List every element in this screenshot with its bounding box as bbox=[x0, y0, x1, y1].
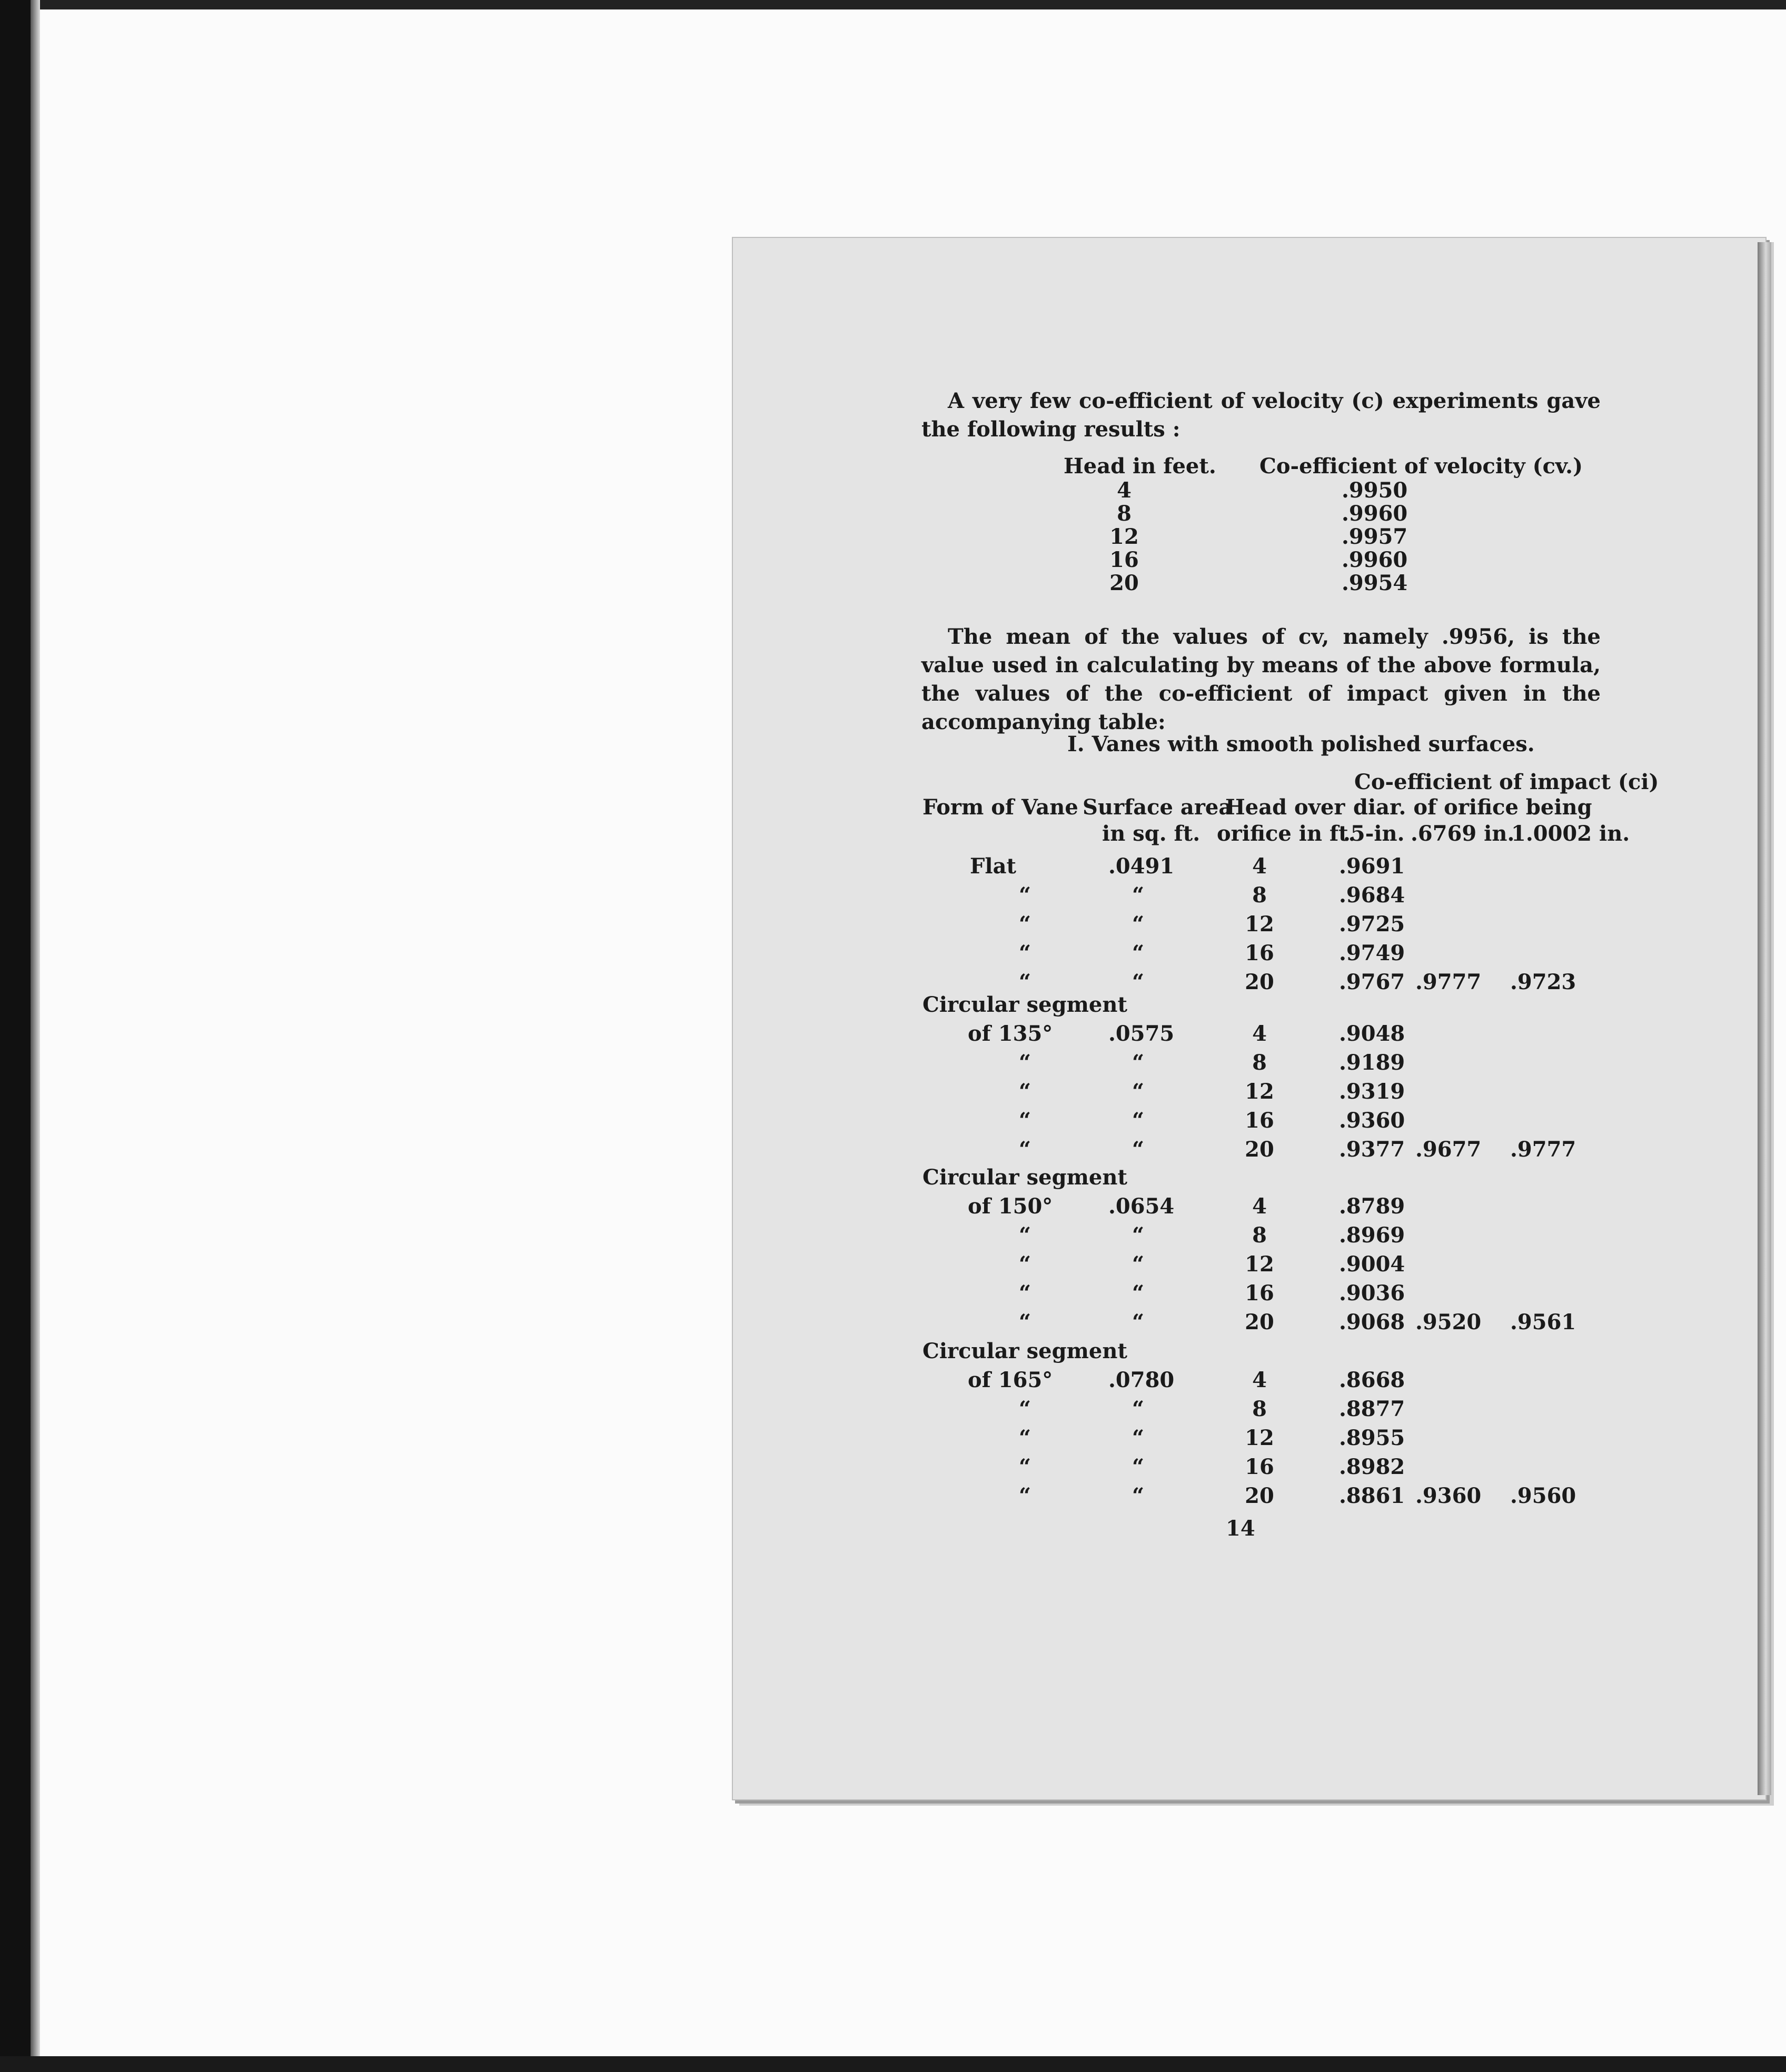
impact-coefficient-d1: .8982 bbox=[1339, 1455, 1405, 1479]
impact-coefficient-d2: .9677 bbox=[1415, 1137, 1482, 1162]
head-over-orifice-cell: 20 bbox=[1245, 1137, 1274, 1162]
ditto-mark-area: “ bbox=[1132, 1397, 1145, 1421]
ditto-mark-area: “ bbox=[1132, 1252, 1145, 1277]
impact-header-area-2: in sq. ft. bbox=[1102, 821, 1200, 846]
vane-form-label: Circular segment bbox=[922, 992, 1127, 1017]
velocity-head-cell: 20 bbox=[1109, 571, 1139, 595]
ditto-mark-area: “ bbox=[1132, 1455, 1145, 1479]
ditto-mark-form: “ bbox=[1019, 1483, 1031, 1508]
ditto-mark-form: “ bbox=[1019, 883, 1031, 908]
surface-area-cell: .0654 bbox=[1108, 1194, 1175, 1219]
impact-coefficient-d1: .9189 bbox=[1339, 1050, 1405, 1075]
head-over-orifice-cell: 4 bbox=[1252, 1368, 1267, 1392]
impact-header-diar: diar. of orifice being bbox=[1353, 795, 1592, 820]
velocity-coefficient-cell: .9957 bbox=[1342, 524, 1408, 549]
scanned-page bbox=[732, 237, 1767, 1800]
impact-coefficient-d1: .9048 bbox=[1339, 1021, 1405, 1046]
ditto-mark-area: “ bbox=[1132, 1137, 1145, 1162]
velocity-header-coefficient: Co-efficient of velocity (cv.) bbox=[1259, 454, 1583, 479]
intro-paragraph: A very few co-efficient of velocity (c) experiments gave the following results : bbox=[921, 388, 1601, 442]
head-over-orifice-cell: 16 bbox=[1245, 1108, 1274, 1133]
film-border-bottom bbox=[0, 2056, 1786, 2072]
head-over-orifice-cell: 4 bbox=[1252, 1194, 1267, 1219]
impact-header-head-1: Head over bbox=[1225, 795, 1345, 820]
ditto-mark-area: “ bbox=[1132, 912, 1145, 937]
impact-header-top: Co-efficient of impact (ci) bbox=[1354, 770, 1659, 794]
ditto-mark-area: “ bbox=[1132, 1223, 1145, 1248]
velocity-coefficient-cell: .9954 bbox=[1342, 571, 1408, 595]
ditto-mark-form: “ bbox=[1019, 1397, 1031, 1421]
head-over-orifice-cell: 16 bbox=[1245, 941, 1274, 965]
impact-coefficient-d1: .9360 bbox=[1339, 1108, 1405, 1133]
velocity-head-cell: 12 bbox=[1109, 524, 1139, 549]
ditto-mark-form: “ bbox=[1019, 970, 1031, 994]
ditto-mark-form: “ bbox=[1019, 1108, 1031, 1133]
section-title: I. Vanes with smooth polished surfaces. bbox=[1067, 732, 1535, 756]
ditto-mark-area: “ bbox=[1132, 1108, 1145, 1133]
ditto-mark-area: “ bbox=[1132, 1426, 1145, 1450]
ditto-mark-area: “ bbox=[1132, 1050, 1145, 1075]
velocity-head-cell: 8 bbox=[1117, 501, 1132, 526]
ditto-mark-form: “ bbox=[1019, 1252, 1031, 1277]
impact-coefficient-d1: .8955 bbox=[1339, 1426, 1405, 1450]
ditto-mark-form: “ bbox=[1019, 1281, 1031, 1306]
impact-coefficient-d3: .9561 bbox=[1510, 1310, 1576, 1334]
head-over-orifice-cell: 4 bbox=[1252, 1021, 1267, 1046]
impact-coefficient-d1: .8668 bbox=[1339, 1368, 1405, 1392]
ditto-mark-form: “ bbox=[1019, 1426, 1031, 1450]
impact-coefficient-d1: .9377 bbox=[1339, 1137, 1405, 1162]
ditto-mark-form: “ bbox=[1019, 1310, 1031, 1334]
vane-form-sublabel: of 135° bbox=[968, 1021, 1053, 1046]
impact-coefficient-d1: .9036 bbox=[1339, 1281, 1405, 1306]
impact-header-diameter-1: .5-in. bbox=[1343, 821, 1405, 846]
velocity-head-cell: 16 bbox=[1109, 547, 1139, 572]
velocity-header-head: Head in feet. bbox=[1064, 454, 1216, 479]
head-over-orifice-cell: 8 bbox=[1252, 883, 1267, 908]
head-over-orifice-cell: 16 bbox=[1245, 1455, 1274, 1479]
head-over-orifice-cell: 16 bbox=[1245, 1281, 1274, 1306]
impact-coefficient-d2: .9520 bbox=[1415, 1310, 1482, 1334]
impact-coefficient-d1: .9004 bbox=[1339, 1252, 1405, 1277]
head-over-orifice-cell: 12 bbox=[1245, 1079, 1274, 1104]
ditto-mark-form: “ bbox=[1019, 1223, 1031, 1248]
velocity-coefficient-cell: .9960 bbox=[1342, 501, 1408, 526]
impact-header-diameter-2: .6769 in. bbox=[1411, 821, 1515, 846]
velocity-coefficient-cell: .9950 bbox=[1342, 478, 1408, 503]
impact-coefficient-d1: .9767 bbox=[1339, 970, 1405, 994]
ditto-mark-form: “ bbox=[1019, 1455, 1031, 1479]
head-over-orifice-cell: 12 bbox=[1245, 912, 1274, 937]
impact-coefficient-d1: .9725 bbox=[1339, 912, 1405, 937]
vane-form-label: Flat bbox=[970, 854, 1016, 879]
ditto-mark-area: “ bbox=[1132, 970, 1145, 994]
impact-coefficient-d1: .8789 bbox=[1339, 1194, 1405, 1219]
velocity-head-cell: 4 bbox=[1117, 478, 1132, 503]
impact-coefficient-d3: .9777 bbox=[1510, 1137, 1576, 1162]
film-border-top bbox=[0, 0, 1786, 9]
ditto-mark-area: “ bbox=[1132, 883, 1145, 908]
mean-paragraph: The mean of the values of cv, namely .9956, is the value used in calculating by means of the above formula, the values of the co-efficient of impact given in the accompanying table: bbox=[921, 624, 1601, 734]
head-over-orifice-cell: 8 bbox=[1252, 1050, 1267, 1075]
impact-coefficient-d2: .9777 bbox=[1415, 970, 1482, 994]
impact-coefficient-d1: .8877 bbox=[1339, 1397, 1405, 1421]
head-over-orifice-cell: 20 bbox=[1245, 1310, 1274, 1334]
page-number: 14 bbox=[1226, 1516, 1255, 1541]
impact-coefficient-d1: .9684 bbox=[1339, 883, 1405, 908]
ditto-mark-area: “ bbox=[1132, 1483, 1145, 1508]
impact-header-diameter-3: 1.0002 in. bbox=[1511, 821, 1630, 846]
impact-coefficient-d1: .9319 bbox=[1339, 1079, 1405, 1104]
head-over-orifice-cell: 8 bbox=[1252, 1223, 1267, 1248]
head-over-orifice-cell: 20 bbox=[1245, 1483, 1274, 1508]
head-over-orifice-cell: 4 bbox=[1252, 854, 1267, 879]
impact-coefficient-d3: .9723 bbox=[1510, 970, 1576, 994]
impact-coefficient-d2: .9360 bbox=[1415, 1483, 1482, 1508]
surface-area-cell: .0780 bbox=[1108, 1368, 1175, 1392]
vane-form-label: Circular segment bbox=[922, 1339, 1127, 1363]
vane-form-label: Circular segment bbox=[922, 1165, 1127, 1190]
ditto-mark-form: “ bbox=[1019, 1079, 1031, 1104]
film-border-shade bbox=[31, 0, 40, 2072]
ditto-mark-area: “ bbox=[1132, 1281, 1145, 1306]
head-over-orifice-cell: 8 bbox=[1252, 1397, 1267, 1421]
head-over-orifice-cell: 20 bbox=[1245, 970, 1274, 994]
impact-coefficient-d1: .9691 bbox=[1339, 854, 1405, 879]
impact-header-area-1: Surface area bbox=[1083, 795, 1233, 820]
velocity-coefficient-cell: .9960 bbox=[1342, 547, 1408, 572]
vane-form-sublabel: of 150° bbox=[968, 1194, 1053, 1219]
film-border-left bbox=[0, 0, 31, 2072]
impact-coefficient-d1: .8969 bbox=[1339, 1223, 1405, 1248]
surface-area-cell: .0491 bbox=[1108, 854, 1175, 879]
ditto-mark-form: “ bbox=[1019, 1137, 1031, 1162]
ditto-mark-area: “ bbox=[1132, 1079, 1145, 1104]
vane-form-sublabel: of 165° bbox=[968, 1368, 1053, 1392]
impact-coefficient-d3: .9560 bbox=[1510, 1483, 1576, 1508]
impact-header-head-2: orifice in ft. bbox=[1217, 821, 1356, 846]
impact-coefficient-d1: .8861 bbox=[1339, 1483, 1405, 1508]
impact-coefficient-d1: .9749 bbox=[1339, 941, 1405, 965]
ditto-mark-form: “ bbox=[1019, 1050, 1031, 1075]
impact-header-form: Form of Vane bbox=[922, 795, 1078, 820]
head-over-orifice-cell: 12 bbox=[1245, 1252, 1274, 1277]
page-edge-shadow bbox=[1758, 242, 1771, 1795]
head-over-orifice-cell: 12 bbox=[1245, 1426, 1274, 1450]
ditto-mark-area: “ bbox=[1132, 941, 1145, 965]
ditto-mark-form: “ bbox=[1019, 912, 1031, 937]
ditto-mark-form: “ bbox=[1019, 941, 1031, 965]
impact-coefficient-d1: .9068 bbox=[1339, 1310, 1405, 1334]
ditto-mark-area: “ bbox=[1132, 1310, 1145, 1334]
surface-area-cell: .0575 bbox=[1108, 1021, 1175, 1046]
